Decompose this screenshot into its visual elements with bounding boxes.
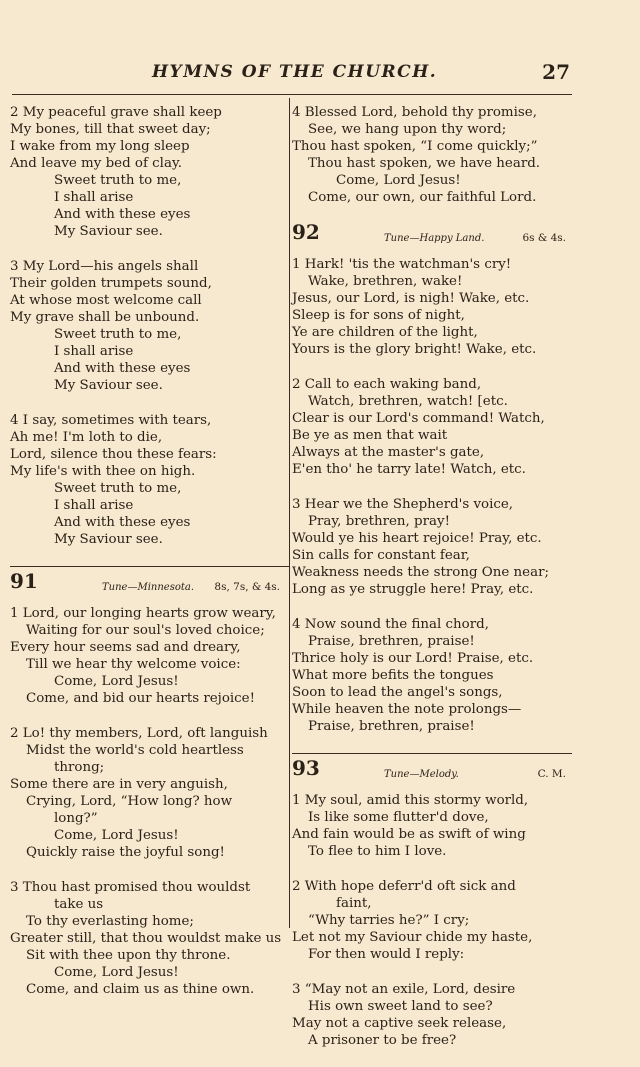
verse-line: And fain would be as swift of wing [292, 827, 526, 842]
verse-line: Let not my Saviour chide my haste, [292, 930, 533, 945]
verse-line: Come, Lord Jesus! [54, 965, 179, 980]
verse-line: 2 My peaceful grave shall keep [10, 105, 222, 120]
verse-line: My bones, till that sweet day; [10, 122, 211, 137]
verse-line: faint, [336, 896, 372, 911]
verse-line: To thy everlasting home; [26, 914, 194, 929]
verse-line: 3 My Lord—his angels shall [10, 259, 199, 274]
verse-line: Sweet truth to me, [54, 327, 182, 342]
verse-line: 2 Lo! thy members, Lord, oft languish [10, 726, 268, 741]
hymn-91-verses [10, 605, 288, 998]
verse-line: Come, Lord Jesus! [336, 173, 461, 188]
hymn-92-heading [292, 220, 574, 248]
verse-line: Lord, silence thou these fears: [10, 447, 217, 462]
hymn-tune: Tune—Happy Land. [384, 233, 485, 244]
hymn-separator [10, 566, 290, 567]
hymn-meter: 6s & 4s. [522, 232, 566, 244]
verse-line: 4 Blessed Lord, behold thy promise, [292, 105, 537, 120]
verse-line: To flee to him I love. [308, 844, 447, 859]
verse-line: Midst the world's cold heartless [26, 743, 244, 758]
verse [292, 104, 574, 206]
hymn-separator [292, 753, 572, 754]
continued-hymn [10, 104, 288, 548]
verse-line: Jesus, our Lord, is nigh! Wake, etc. [292, 291, 530, 306]
left-column [10, 104, 288, 1016]
verse-line: For then would I reply: [308, 947, 465, 962]
verse-line: take us [54, 897, 104, 912]
page-number: 27 [542, 60, 570, 84]
verse [292, 376, 574, 478]
verse-line: Yours is the glory bright! Wake, etc. [292, 342, 537, 357]
verse-line: 3 Thou hast promised thou wouldst [10, 880, 251, 895]
continued-hymn [292, 104, 574, 206]
verse-line: Every hour seems sad and dreary, [10, 640, 241, 655]
hymn-meter: C. M. [537, 768, 566, 780]
verse [292, 981, 574, 1049]
verse-line: My grave shall be unbound. [10, 310, 200, 325]
right-column [292, 104, 574, 1067]
verse-line: Long as ye struggle here! Pray, etc. [292, 582, 534, 597]
verse-line: Praise, brethren, praise! [308, 634, 475, 649]
verse-line: I wake from my long sleep [10, 139, 190, 154]
verse-line: My life's with thee on high. [10, 464, 196, 479]
hymn-number: 93 [292, 756, 320, 780]
verse-line: My Saviour see. [54, 532, 163, 547]
verse-line: Sweet truth to me, [54, 481, 182, 496]
verse [10, 412, 288, 548]
verse-line: And with these eyes [54, 515, 191, 530]
verse [10, 605, 288, 707]
verse-line: Ah me! I'm loth to die, [10, 430, 163, 445]
verse-line: 3 “May not an exile, Lord, desire [292, 982, 516, 997]
verse [292, 256, 574, 358]
hymn-93-verses [292, 792, 574, 1049]
verse-line: And with these eyes [54, 361, 191, 376]
header-rule [12, 94, 572, 95]
verse-line: Wake, brethren, wake! [308, 274, 463, 289]
hymn-number: 91 [10, 569, 38, 593]
verse-line: Ye are children of the light, [292, 325, 478, 340]
page-header [0, 62, 640, 90]
verse-line: 3 Hear we the Shepherd's voice, [292, 497, 514, 512]
verse-line: And with these eyes [54, 207, 191, 222]
verse-line: Soon to lead the angel's songs, [292, 685, 503, 700]
verse-line: Sweet truth to me, [54, 173, 182, 188]
verse-line: long?” [54, 811, 98, 826]
verse-line: “Why tarries he?” I cry; [308, 913, 470, 928]
verse-line: Come, our own, our faithful Lord. [308, 190, 537, 205]
verse-line: Come, and claim us as thine own. [26, 982, 255, 997]
verse-line: 4 Now sound the final chord, [292, 617, 489, 632]
verse [10, 879, 288, 998]
verse-line: Sin calls for constant fear, [292, 548, 470, 563]
verse-line: Weakness needs the strong One near; [292, 565, 549, 580]
verse-line: 1 Lord, our longing hearts grow weary, [10, 606, 276, 621]
verse-line: 1 Hark! 'tis the watchman's cry! [292, 257, 512, 272]
verse-line: Thou hast spoken, “I come quickly;” [292, 139, 538, 154]
running-title: HYMNS OF THE CHURCH. [152, 62, 438, 82]
verse-line: A prisoner to be free? [308, 1033, 457, 1048]
verse [10, 104, 288, 240]
verse-line: Their golden trumpets sound, [10, 276, 212, 291]
hymn-number: 92 [292, 220, 320, 244]
verse-line: While heaven the note prolongs— [292, 702, 522, 717]
verse-line: I shall arise [54, 190, 134, 205]
verse-line: Would ye his heart rejoice! Pray, etc. [292, 531, 542, 546]
verse-line: Sleep is for sons of night, [292, 308, 465, 323]
verse-line: Watch, brethren, watch! [etc. [308, 394, 508, 409]
verse-line: At whose most welcome call [10, 293, 202, 308]
verse-line: Sit with thee upon thy throne. [26, 948, 231, 963]
verse-line: throng; [54, 760, 105, 775]
hymn-93-heading [292, 756, 574, 784]
verse-line: Pray, brethren, pray! [308, 514, 450, 529]
verse-line: And leave my bed of clay. [10, 156, 182, 171]
verse [292, 496, 574, 598]
hymn-91-heading [10, 569, 288, 597]
verse-line: Come, Lord Jesus! [54, 674, 179, 689]
verse-line: May not a captive seek release, [292, 1016, 507, 1031]
verse [10, 258, 288, 394]
verse-line: Clear is our Lord's command! Watch, [292, 411, 545, 426]
verse-line: Crying, Lord, “How long? how [26, 794, 233, 809]
verse-line: My Saviour see. [54, 378, 163, 393]
hymn-meter: 8s, 7s, & 4s. [214, 581, 280, 593]
verse-line: E'en tho' he tarry late! Watch, etc. [292, 462, 526, 477]
verse-line: Quickly raise the joyful song! [26, 845, 225, 860]
verse-line: See, we hang upon thy word; [308, 122, 507, 137]
column-divider [289, 98, 290, 928]
verse-line: Thou hast spoken, we have heard. [308, 156, 541, 171]
verse-line: 2 Call to each waking band, [292, 377, 482, 392]
verse-line: 2 With hope deferr'd oft sick and [292, 879, 516, 894]
verse-line: His own sweet land to see? [308, 999, 493, 1014]
verse [292, 878, 574, 963]
verse-line: Greater still, that thou wouldst make us [10, 931, 282, 946]
verse-line: Is like some flutter'd dove, [308, 810, 489, 825]
verse-line: 4 I say, sometimes with tears, [10, 413, 212, 428]
verse-line: Some there are in very anguish, [10, 777, 228, 792]
verse [10, 725, 288, 861]
verse-line: I shall arise [54, 498, 134, 513]
verse-line: What more befits the tongues [292, 668, 494, 683]
verse-line: My Saviour see. [54, 224, 163, 239]
verse [292, 792, 574, 860]
verse-line: Thrice holy is our Lord! Praise, etc. [292, 651, 534, 666]
verse-line: Always at the master's gate, [292, 445, 485, 460]
verse-line: Come, Lord Jesus! [54, 828, 179, 843]
hymn-tune: Tune—Minnesota. [102, 582, 195, 593]
verse-line: Be ye as men that wait [292, 428, 448, 443]
verse-line: I shall arise [54, 344, 134, 359]
verse-line: Till we hear thy welcome voice: [26, 657, 241, 672]
verse-line: Come, and bid our hearts rejoice! [26, 691, 255, 706]
verse-line: Waiting for our soul's loved choice; [26, 623, 265, 638]
verse [292, 616, 574, 735]
hymn-tune: Tune—Melody. [384, 769, 459, 780]
hymn-92-verses [292, 256, 574, 735]
verse-line: 1 My soul, amid this stormy world, [292, 793, 529, 808]
verse-line: Praise, brethren, praise! [308, 719, 475, 734]
